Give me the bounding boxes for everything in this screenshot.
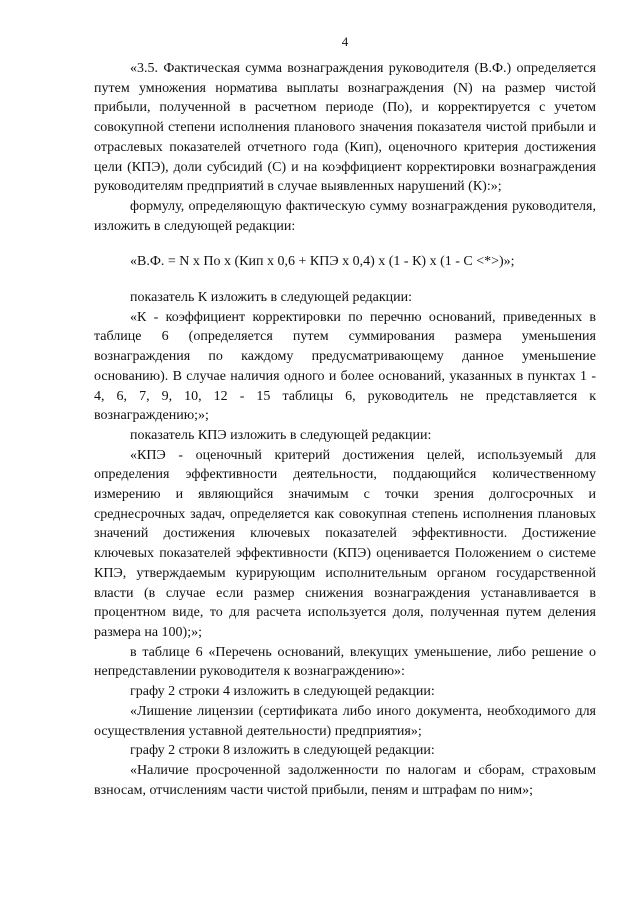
reward-formula: «В.Ф. = N x По x (Кип x 0,6 + КПЭ x 0,4) x (1 - К) x (1 - С <*>)»; (130, 254, 515, 270)
paragraph-3-5-definition: «3.5. Фактическая сумма вознаграждения руководителя (В.Ф.) определяется путем умножения норматива выплаты вознаграждения (N) на размер чистой прибыли, полученной в расчетном периоде (По), и корректируется с учетом совокупной степени исполнения планового значения показателя чистой прибыли и отраслевых показателей отчетного года (Кип), оценочного критерия достижения цели (КПЭ), доли субсидий (С) и на коэффициент корректировки вознаграждения руководителям предприятий в случае выявленных нарушений (К):»; (94, 61, 596, 195)
paragraph-row-4-intro: графу 2 строки 4 изложить в следующей редакции: (130, 684, 435, 700)
paragraph-k-intro: показатель К изложить в следующей редакции: (130, 290, 412, 306)
paragraph-kpe-definition: «КПЭ - оценочный критерий достижения целей, используемый для определения эффективности деятельности, поддающийся количественному измерению и являющийся значимым с точки зрения долгосрочных и среднесрочных задач, определяется как совокупная степень исполнения плановых значений достижения ключевых показателей эффективности. Достижение ключевых показателей эффективности (КПЭ) оценивается Положением о системе КПЭ, утверждаемым курирующим исполнительным органом государственной власти (в случае если размер снижения вознаграждения устанавливается в процентном виде, то для расчета используется доля, полученная путем деления размера на 100);»; (94, 447, 596, 640)
paragraph-row-8-intro: графу 2 строки 8 изложить в следующей редакции: (130, 743, 435, 759)
paragraph-table-6-intro: в таблице 6 «Перечень оснований, влекущих уменьшение, либо решение о непредставлении руководителя к вознаграждению»: (94, 644, 596, 680)
page-number: 4 (341, 34, 349, 49)
paragraph-formula-intro: формулу, определяющую фактическую сумму вознаграждения руководителя, изложить в следующей редакции: (94, 198, 596, 234)
paragraph-row-4-text: «Лишение лицензии (сертификата либо иного документа, необходимого для осуществления уставной деятельности) предприятия»; (94, 703, 596, 739)
paragraph-row-8-text: «Наличие просроченной задолженности по налогам и сборам, страховым взносам, отчислениям части чистой прибыли, пеням и штрафам по ним»; (94, 762, 596, 798)
paragraph-kpe-intro: показатель КПЭ изложить в следующей редакции: (130, 427, 432, 443)
paragraph-k-definition: «К - коэффициент корректировки по перечню оснований, приведенных в таблице 6 (определяется путем суммирования размера уменьшения вознаграждения по каждому предусматривающему данное уменьшение основанию). В случае наличия одного и более оснований, указанных в пунктах 1 - 4, 6, 7, 9, 10, 12 - 15 таблицы 6, руководитель не представляется к вознаграждению;»; (94, 309, 596, 424)
